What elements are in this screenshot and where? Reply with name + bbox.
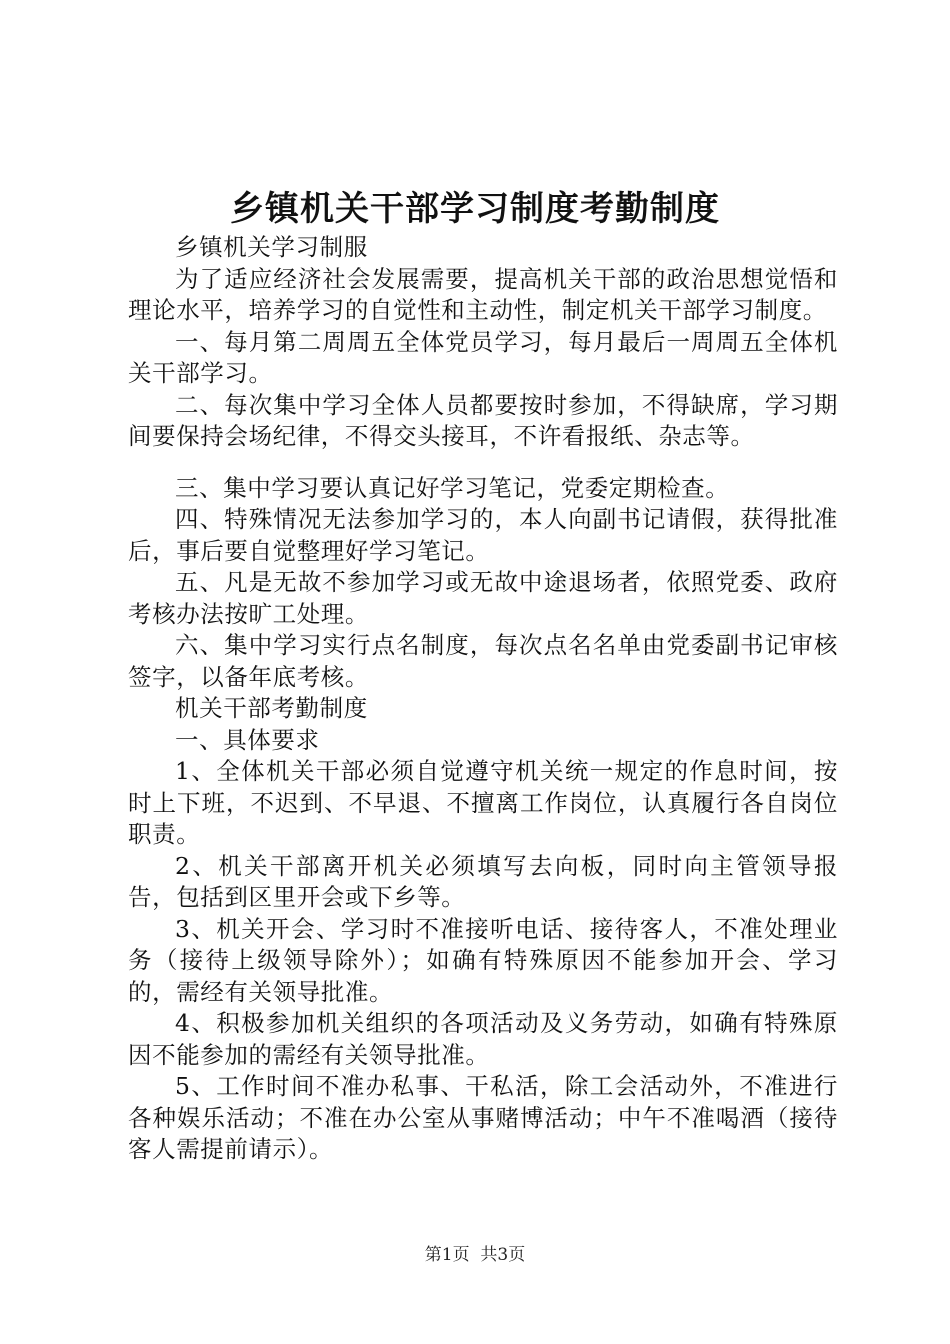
paragraph-rule-1: 1、全体机关干部必须自觉遵守机关统一规定的作息时间，按时上下班，不迟到、不早退、不擅离工作岗位，认真履行各自岗位职责。 (128, 757, 838, 848)
paragraph-subtitle-study: 乡镇机关学习制服 (175, 233, 368, 261)
paragraph-intro: 为了适应经济社会发展需要，提高机关干部的政治思想觉悟和理论水平，培养学习的自觉性和主动性，制定机关干部学习制度。 (128, 264, 838, 324)
paragraph-rule-4: 4、积极参加机关组织的各项活动及义务劳动，如确有特殊原因不能参加的需经有关领导批准。 (128, 1009, 838, 1069)
paragraph-rule-5: 5、工作时间不准办私事、干私活，除工会活动外，不准进行各种娱乐活动；不准在办公室从事赌博活动；中午不准喝酒（接待客人需提前请示）。 (128, 1072, 838, 1163)
page-number-label: 第1页 共3页 (424, 1245, 526, 1265)
paragraph-item-5: 五、凡是无故不参加学习或无故中途退场者，依照党委、政府考核办法按旷工处理。 (128, 568, 838, 628)
document-title: 乡镇机关干部学习制度考勤制度 (230, 189, 720, 229)
paragraph-item-3: 三、集中学习要认真记好学习笔记，党委定期检查。 (175, 473, 730, 502)
paragraph-rule-3: 3、机关开会、学习时不准接听电话、接待客人，不准处理业务（接待上级领导除外）；如确有特殊原因不能参加开会、学习的，需经有关领导批准。 (128, 914, 838, 1006)
paragraph-item-6: 六、集中学习实行点名制度，每次点名名单由党委副书记审核签字，以备年底考核。 (128, 631, 838, 691)
paragraph-subtitle-attendance: 机关干部考勤制度 (175, 694, 368, 722)
paragraph-item-1: 一、每月第二周周五全体党员学习，每月最后一周周五全体机关干部学习。 (128, 327, 838, 387)
paragraph-item-4: 四、特殊情况无法参加学习的，本人向副书记请假，获得批准后，事后要自觉整理好学习笔记。 (128, 505, 838, 565)
document-body (128, 232, 838, 1166)
page-footer (0, 1243, 950, 1267)
paragraph-item-2: 二、每次集中学习全体人员都要按时参加，不得缺席，学习期间要保持会场纪律，不得交头接耳，不许看报纸、杂志等。 (128, 390, 838, 450)
paragraph-rule-2: 2、机关干部离开机关必须填写去向板，同时向主管领导报告，包括到区里开会或下乡等。 (128, 851, 838, 911)
paragraph-section-heading: 一、具体要求 (175, 725, 320, 754)
